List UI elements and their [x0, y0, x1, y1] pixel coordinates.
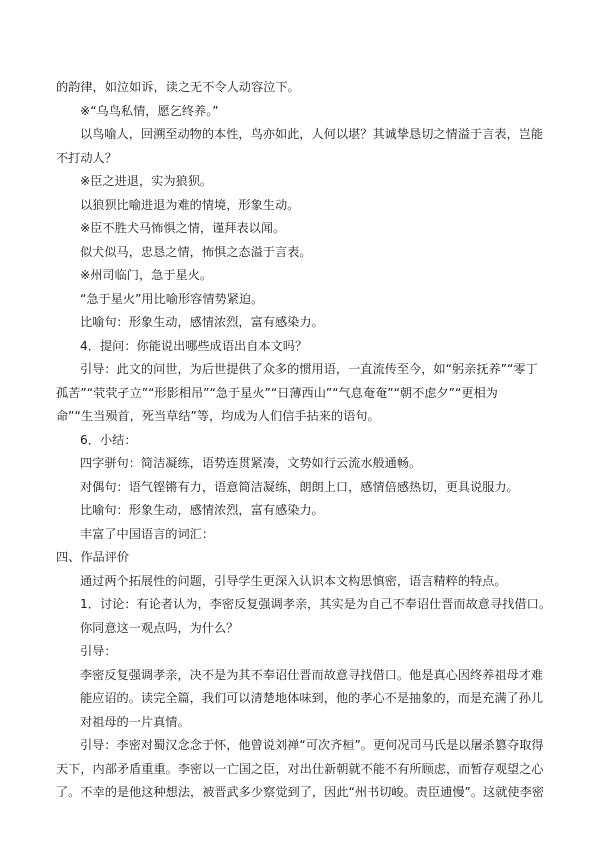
- text-line: 不打动人？: [56, 151, 117, 165]
- text-line: 孤苦”“茕茕孑立”“形影相吊”“急于星火”“日薄西山”“气息奄奄”“朝不虑夕”“更相为: [56, 386, 498, 400]
- text-line: 的韵律，如泣如诉，读之无不令人动容泣下。: [56, 80, 300, 94]
- text-line: 6．小结：: [80, 433, 137, 447]
- text-line: 李密反复强调孝亲，决不是为其不奉诏仕晋而故意寻找借口。他是真心因终养祖母才难: [80, 668, 544, 682]
- text-line: ※臣之进退，实为狼狈。: [80, 174, 213, 188]
- text-line: 丰富了中国语言的词汇：: [80, 527, 215, 541]
- text-line: 1．讨论：有论者认为，李密反复强调孝亲，其实是为自己不奉诏仕晋而故意寻找借口。: [80, 597, 551, 611]
- text-line: 似犬似马，忠恳之情，怖惧之态溢于言表。: [80, 245, 312, 259]
- section-heading: 四、作品评价: [56, 550, 130, 564]
- text-line: “急于星火”用比喻形容情势紧迫。: [80, 292, 264, 306]
- text-line: 比喻句：形象生动，感情浓烈，富有感染力。: [80, 315, 324, 329]
- text-line: 你同意这一观点吗，为什么？: [80, 621, 239, 635]
- text-line: 通过两个拓展性的问题，引导学生更深入认识本文构思慎密，语言精粹的特点。: [80, 574, 507, 588]
- text-line: 天下，内部矛盾重重。李密以一亡国之臣，对出仕新朝就不能不有所顾虑，而暂存观望之心: [56, 762, 544, 776]
- text-line: 四字骈句：简洁凝练，语势连贯紧凑，文势如行云流水般通畅。: [80, 456, 422, 470]
- text-line: 了。不幸的是他这种想法，被晋武多少察觉到了，因此“州书切峻。责臣逋慢”。这就使李密: [56, 785, 544, 799]
- text-line: 对祖母的一片真情。: [80, 715, 190, 729]
- text-line: 对偶句：语气铿锵有力，语意简洁凝练，朗朗上口，感情倍感热切，更具说服力。: [80, 480, 519, 494]
- text-line: 能应诏的。读完全篇，我们可以清楚地体味到，他的孝心不是抽象的，而是充满了孙儿: [80, 691, 544, 705]
- text-line: 以狼狈比喻进退为难的情境，形象生动。: [80, 198, 300, 212]
- text-line: ※州司临门，急于星火。: [80, 268, 213, 282]
- text-line: 命”“生当殒首，死当草结”等，均成为人们信手拈来的语句。: [56, 409, 380, 423]
- text-line: ※“乌鸟私情，愿乞终养。”: [80, 104, 219, 118]
- text-line: 比喻句：形象生动，感情浓烈，富有感染力。: [80, 503, 324, 517]
- text-line: ※臣不胜犬马怖惧之情，谨拜表以闻。: [80, 221, 286, 235]
- text-line: 引导：此文的问世，为后世提供了众多的惯用语，一直流传至今，如“躬亲抚养”“零丁: [80, 362, 538, 376]
- text-line: 引导：: [80, 644, 117, 658]
- text-line: 引导：李密对蜀汉念念于怀，他曾说刘禅“可次齐桓”。更何况司马氏是以屠杀篡夺取得: [80, 738, 544, 752]
- text-line: 以鸟喻人，回溯至动物的本性，鸟亦如此，人何以堪？其诚挚恳切之情溢于言表，岂能: [80, 127, 544, 141]
- text-line: 4．提问：你能说出哪些成语出自本文吗？: [80, 339, 308, 353]
